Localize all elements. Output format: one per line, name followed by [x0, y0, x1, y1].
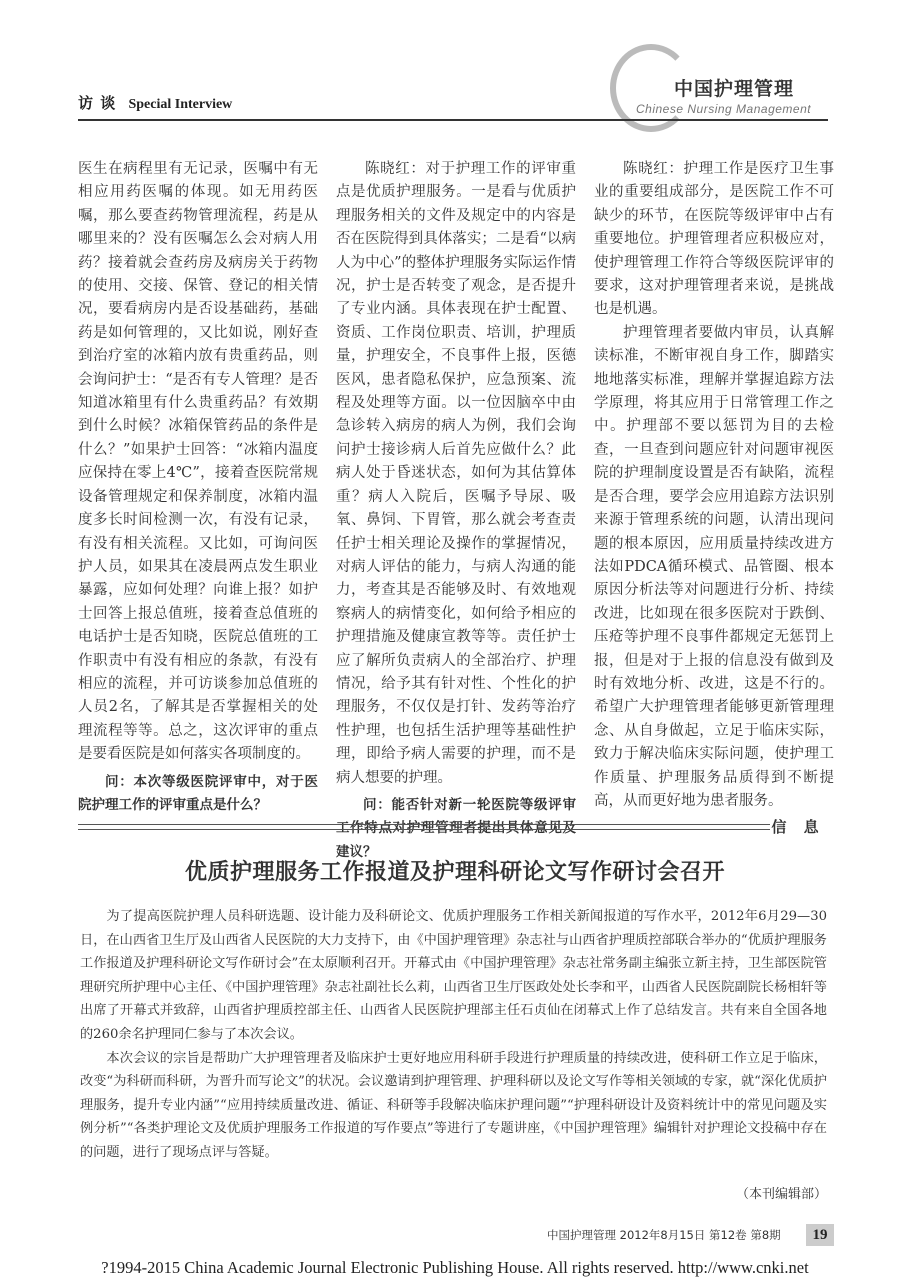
- section-label-en: Special Interview: [128, 97, 233, 112]
- news-divider-top: [78, 824, 826, 825]
- copyright-notice: ?1994-2015 China Academic Journal Electronic Publishing House. All rights reserved. http://www.cnki.net: [101, 1258, 809, 1277]
- news-body: [80, 905, 827, 1165]
- header-divider: [78, 119, 828, 121]
- logo-text-cn: 中国护理管理: [674, 78, 795, 100]
- paragraph: 医生在病程里有无记录，医嘱中有无相应用药医嘱的体现。如无用药医嘱，那么要查药物管理流程，药是从哪里来的？没有医嘱怎么会对病人用药？接着就会查药房及病房关于药物的使用、交接、保管、登记的相关情况，要看病房内是否设基础药，基础药是如何管理的，又比如说，刚好查到治疗室的冰箱内放有贵重药品，则会询问护士：“是否有专人管理？是否知道冰箱里有什么贵重药品？有效期到什么时候？冰箱保管药品的条件是什么？”如果护士回答：“冰箱内温度应保持在零上4℃”，接着查医院常规设备管理规定和保养制度，冰箱内温度多长时间检测一次，有没有记录，有没有相关流程。又比如，可询问医护人员，如果其在凌晨两点发生职业暴露，应如何处理？向谁上报？如护士回答上报总值班，接着查总值班的电话护士是否知晓，医院总值班的工作职责中有没有相应的条款，有没有相应的流程，并可访谈参加总值班的人员2名，了解其是否掌握相关的处理流程等等。总之，这次评审的重点是要看医院是如何落实各项制度的。: [78, 161, 318, 763]
- news-signature: （本刊编辑部）: [736, 1187, 828, 1202]
- column-2: [336, 158, 576, 864]
- section-label: [78, 92, 232, 113]
- column-1: [78, 158, 318, 817]
- news-paragraph: 本次会议的宗旨是帮助广大护理管理者及临床护士更好地应用科研手段进行护理质量的持续改进，使科研工作立足于临床，改变“为科研而科研，为晋升而写论文”的状况。会议邀请到护理管理、护理科研以及论文写作等相关领域的专家，就“深化优质护理服务，提升专业内涵”“应用持续质量改进、循证、科研等手段解决临床护理问题”“护理科研设计及资料统计中的常见问题及实例分析”“各类护理论文及优质护理服务工作报道的写作要点”等进行了专题讲座，《中国护理管理》编辑针对护理论文投稿中存在的问题，进行了现场点评与答疑。: [80, 1050, 827, 1160]
- paragraph: 陈晓红：对于护理工作的评审重点是优质护理服务。一是看与优质护理服务相关的文件及规定中的内容是否在医院得到具体落实；二是看“以病人为中心”的整体护理服务实际运作情况，护士是否转变了观念，是否提升了专业内涵。具体表现在护士配置、资质、工作岗位职责、培训，护理质量，护理安全，不良事件上报，医德医风，患者隐私保护，应急预案、流程及处理等方面。以一位因脑卒中由急诊转入病房的病人为例，我们会询问护士接诊病人后首先应做什么？此病人处于昏迷状态，如何为其估算体重？病人入院后，医嘱予导尿、吸氧、鼻饲、下胃管，那么就会考查责任护士相关理论及操作的掌握情况，对病人评估的能力，与病人沟通的能力，考查其是否能够及时、有效地观察病人的病情变化，如何给予相应的护理措施及健康宣教等等。责任护士应了解所负责病人的全部治疗、护理情况，给予其有针对性、个性化的护理服务，不仅仅是打针、发药等治疗性护理，也包括生活护理等基础性护理，即给予病人需要的护理，而不是病人想要的护理。: [336, 161, 576, 786]
- paragraph: 陈晓红：护理工作是医疗卫生事业的重要组成部分，是医院工作不可缺少的环节，在医院等级评审中占有重要地位。护理管理者应积极应对，使护理管理工作符合等级医院评审的要求，这对护理管理者来说，是挑战也是机遇。: [594, 161, 834, 318]
- journal-citation: 中国护理管理 2012年8月15日 第12卷 第8期: [547, 1228, 781, 1242]
- news-paragraph: 为了提高医院护理人员科研选题、设计能力及科研论文、优质护理服务工作相关新闻报道的写作水平，2012年6月29—30日，在山西省卫生厅及山西省人民医院的大力支持下，由《中国护理管理》杂志社与山西省护理质控部联合举办的“优质护理服务工作报道及护理科研论文写作研讨会”在太原顺利召开。开幕式由《中国护理管理》杂志社常务副主编张立新主持，卫生部医院管理研究所护理中心主任、《中国护理管理》杂志社副社长么莉，山西省卫生厅医政处处长李和平，山西省人民医院副院长杨相轩等出席了开幕式并致辞，山西省护理质控部主任、山西省人民医院护理部主任石贞仙在闭幕式上作了总结发言。共有来自全国各地的260余名护理同仁参与了本次会议。: [80, 909, 827, 1042]
- page-header: [0, 0, 910, 130]
- column-3: [594, 158, 834, 813]
- journal-logo: [606, 42, 836, 122]
- page-number: 19: [806, 1224, 834, 1246]
- question: 问：能否针对新一轮医院等级评审工作特点对护理管理者提出具体意见及建议？: [336, 796, 576, 860]
- question: 问：本次等级医院评审中，对于医院护理工作的评审重点是什么？: [78, 773, 318, 813]
- news-section-tag: 信 息: [770, 813, 826, 841]
- news-title: 优质护理服务工作报道及护理科研论文写作研讨会召开: [184, 860, 725, 885]
- section-label-cn: 访 谈: [78, 94, 117, 112]
- paragraph: 护理管理者要做内审员，认真解读标准，不断审视自身工作，脚踏实地地落实标准，理解并掌握追踪方法学原理，将其应用于日常管理工作之中。护理部不要以惩罚为目的去检查，一旦查到问题应针对问题审视医院的护理制度设置是否有缺陷，流程是否合理，要学会应用追踪方法识别来源于管理系统的问题，认清出现问题的根本原因，应用质量持续改进方法如PDCA循环模式、品管圈、根本原因分析法等对问题进行分析、持续改进，比如现在很多医院对于跌倒、压疮等护理不良事件都规定无惩罚上报，但是对于上报的信息没有做到及时有效地分析、改进，这是不行的。希望广大护理管理者能够更新管理理念、从自身做起，立足于临床实际，致力于解决临床实际问题，使护理工作质量、护理服务品质得到不断提高，从而更好地为患者服务。: [594, 324, 834, 809]
- logo-text-en: Chinese Nursing Management: [636, 102, 812, 116]
- news-divider-bottom: [78, 829, 770, 830]
